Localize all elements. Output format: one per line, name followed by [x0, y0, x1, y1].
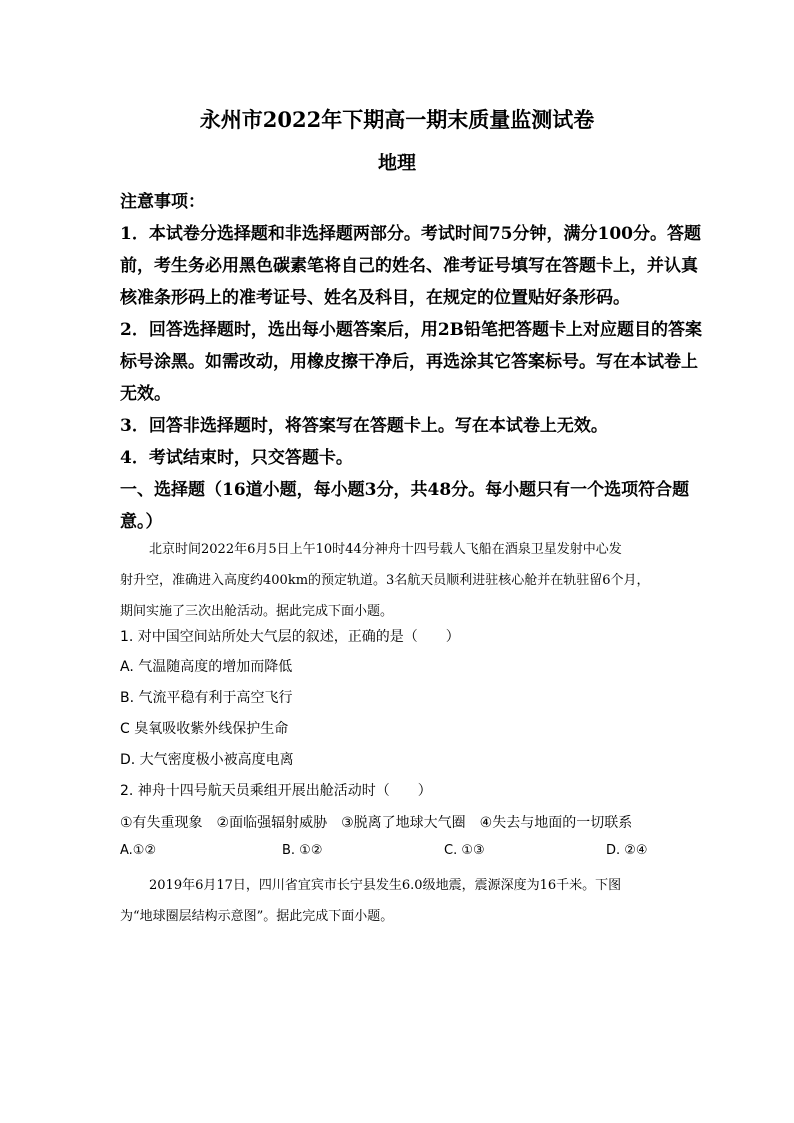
subject-title: 地理: [377, 152, 416, 174]
answer-option: B. ①②: [282, 843, 323, 858]
question-stem: 1. 对中国空间站所处大气层的叙述，正确的是（ ）: [120, 629, 460, 645]
notice-line: 2．回答选择题时，选出每小题答案后，用2B铅笔把答题卡上对应题目的答案: [120, 320, 703, 340]
answer-option: C. ①③: [444, 843, 485, 858]
notice-line: 无效。: [120, 384, 171, 404]
passage-line: 为“地球圈层结构示意图”。据此完成下面小题。: [120, 909, 394, 924]
section-heading: 意。）: [120, 512, 163, 532]
notice-line: 4．考试结束时，只交答题卡。: [120, 448, 353, 468]
answer-option: B. 气流平稳有利于高空飞行: [120, 690, 293, 706]
answer-option: A. 气温随高度的增加而降低: [120, 659, 293, 675]
notice-heading: 注意事项：: [120, 192, 205, 212]
answer-option: A.①②: [120, 843, 157, 858]
statement-list: ①有失重现象 ②面临强辐射威胁 ③脱离了地球大气圈 ④失去与地面的一切联系: [120, 815, 633, 831]
question-stem: 2. 神舟十四号航天员乘组开展出舱活动时（ ）: [120, 783, 432, 799]
passage-line: 北京时间2022年6月5日上午10时44分神舟十四号载人飞船在酒泉卫星发射中心发: [149, 542, 622, 557]
passage-line: 射升空，准确进入高度约400km的预定轨道。3名航天员顺利进驻核心舱并在轨驻留6个月，: [120, 573, 650, 588]
notice-line: 核准条形码上的准考证号、姓名及科目，在规定的位置贴好条形码。: [120, 288, 630, 308]
exam-title: 永州市2022年下期高一期末质量监测试卷: [199, 107, 595, 132]
answer-option: C 臭氧吸收紫外线保护生命: [120, 721, 289, 737]
notice-line: 1．本试卷分选择题和非选择题两部分。考试时间75分钟，满分100分。答题: [120, 224, 701, 244]
answer-option: D. ②④: [606, 843, 648, 858]
answer-option: D. 大气密度极小被高度电离: [120, 752, 294, 768]
passage-line: 期间实施了三次出舱活动。据此完成下面小题。: [120, 604, 394, 619]
passage-line: 2019年6月17日，四川省宜宾市长宁县发生6.0级地震，震源深度为16千米。下图: [149, 878, 622, 893]
notice-line: 标号涂黑。如需改动，用橡皮擦干净后，再选涂其它答案标号。写在本试卷上: [120, 352, 698, 372]
section-heading: 一、选择题（16道小题，每小题3分，共48分。每小题只有一个选项符合题: [120, 480, 690, 500]
notice-line: 3．回答非选择题时，将答案写在答题卡上。写在本试卷上无效。: [120, 416, 608, 436]
notice-line: 前，考生务必用黑色碳素笔将自己的姓名、准考证号填写在答题卡上，并认真: [120, 256, 698, 276]
